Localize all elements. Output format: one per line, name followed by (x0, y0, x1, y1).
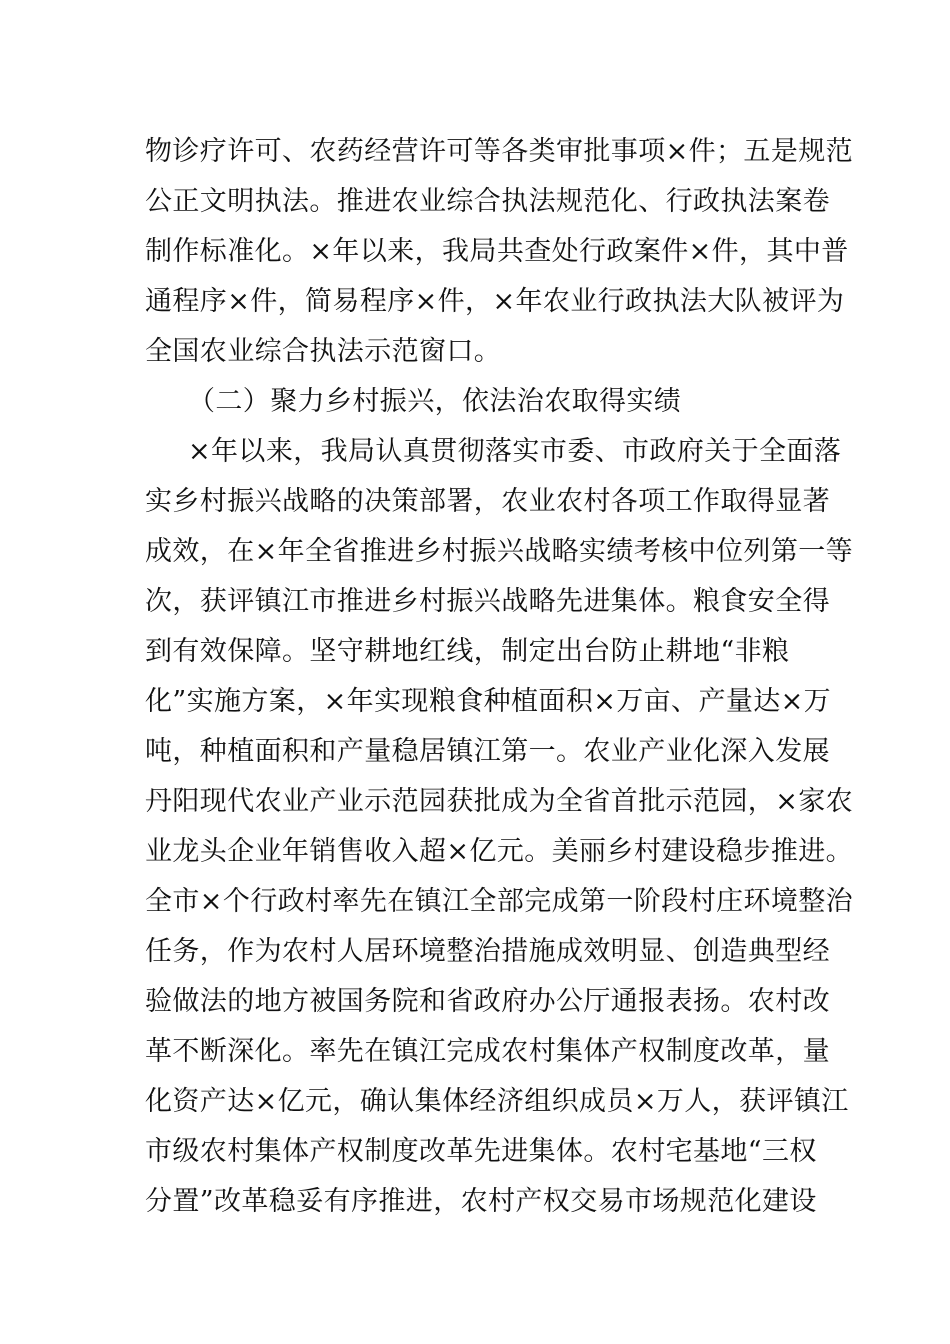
section-heading: （二）聚力乡村振兴，依法治农取得实绩 (188, 386, 682, 417)
paragraph-first-line: ×年以来，我局认真贯彻落实市委、市政府关于全面落 (188, 436, 842, 467)
text-line: 次，获评镇江市推进乡村振兴战略先进集体。粮食安全得 (145, 586, 830, 617)
text-line: 化”实施方案，×年实现粮食种植面积×万亩、产量达×万 (145, 686, 832, 717)
text-line: 业龙头企业年销售收入超×亿元。美丽乡村建设稳步推进。 (145, 836, 854, 867)
text-line: 市级农村集体产权制度改革先进集体。农村宅基地“三权 (145, 1136, 817, 1167)
text-line: 丹阳现代农业产业示范园获批成为全省首批示范园，×家农 (145, 786, 854, 817)
text-line: 全国农业综合执法示范窗口。 (145, 336, 502, 367)
text-line: 物诊疗许可、农药经营许可等各类审批事项×件；五是规范 (145, 136, 854, 167)
text-line: 革不断深化。率先在镇江完成农村集体产权制度改革，量 (145, 1036, 830, 1067)
text-line: 通程序×件，简易程序×件，×年农业行政执法大队被评为 (145, 286, 845, 317)
text-line: 任务，作为农村人居环境整治措施成效明显、创造典型经 (145, 936, 830, 967)
text-line: 吨，种植面积和产量稳居镇江第一。农业产业化深入发展 (145, 736, 830, 767)
text-line: 验做法的地方被国务院和省政府办公厅通报表扬。农村改 (145, 986, 830, 1017)
text-line: 公正文明执法。推进农业综合执法规范化、行政执法案卷 (145, 186, 830, 217)
text-line: 实乡村振兴战略的决策部署，农业农村各项工作取得显著 (145, 486, 830, 517)
text-line: 化资产达×亿元，确认集体经济组织成员×万人，获评镇江 (145, 1086, 849, 1117)
text-line: 分置”改革稳妥有序推进，农村产权交易市场规范化建设 (145, 1186, 817, 1217)
text-line: 到有效保障。坚守耕地红线，制定出台防止耕地“非粮 (145, 636, 790, 667)
text-line: 制作标准化。×年以来，我局共查处行政案件×件，其中普 (145, 236, 849, 267)
text-line: 成效，在×年全省推进乡村振兴战略实绩考核中位列第一等 (145, 536, 854, 567)
text-line: 全市×个行政村率先在镇江全部完成第一阶段村庄环境整治 (145, 886, 854, 917)
